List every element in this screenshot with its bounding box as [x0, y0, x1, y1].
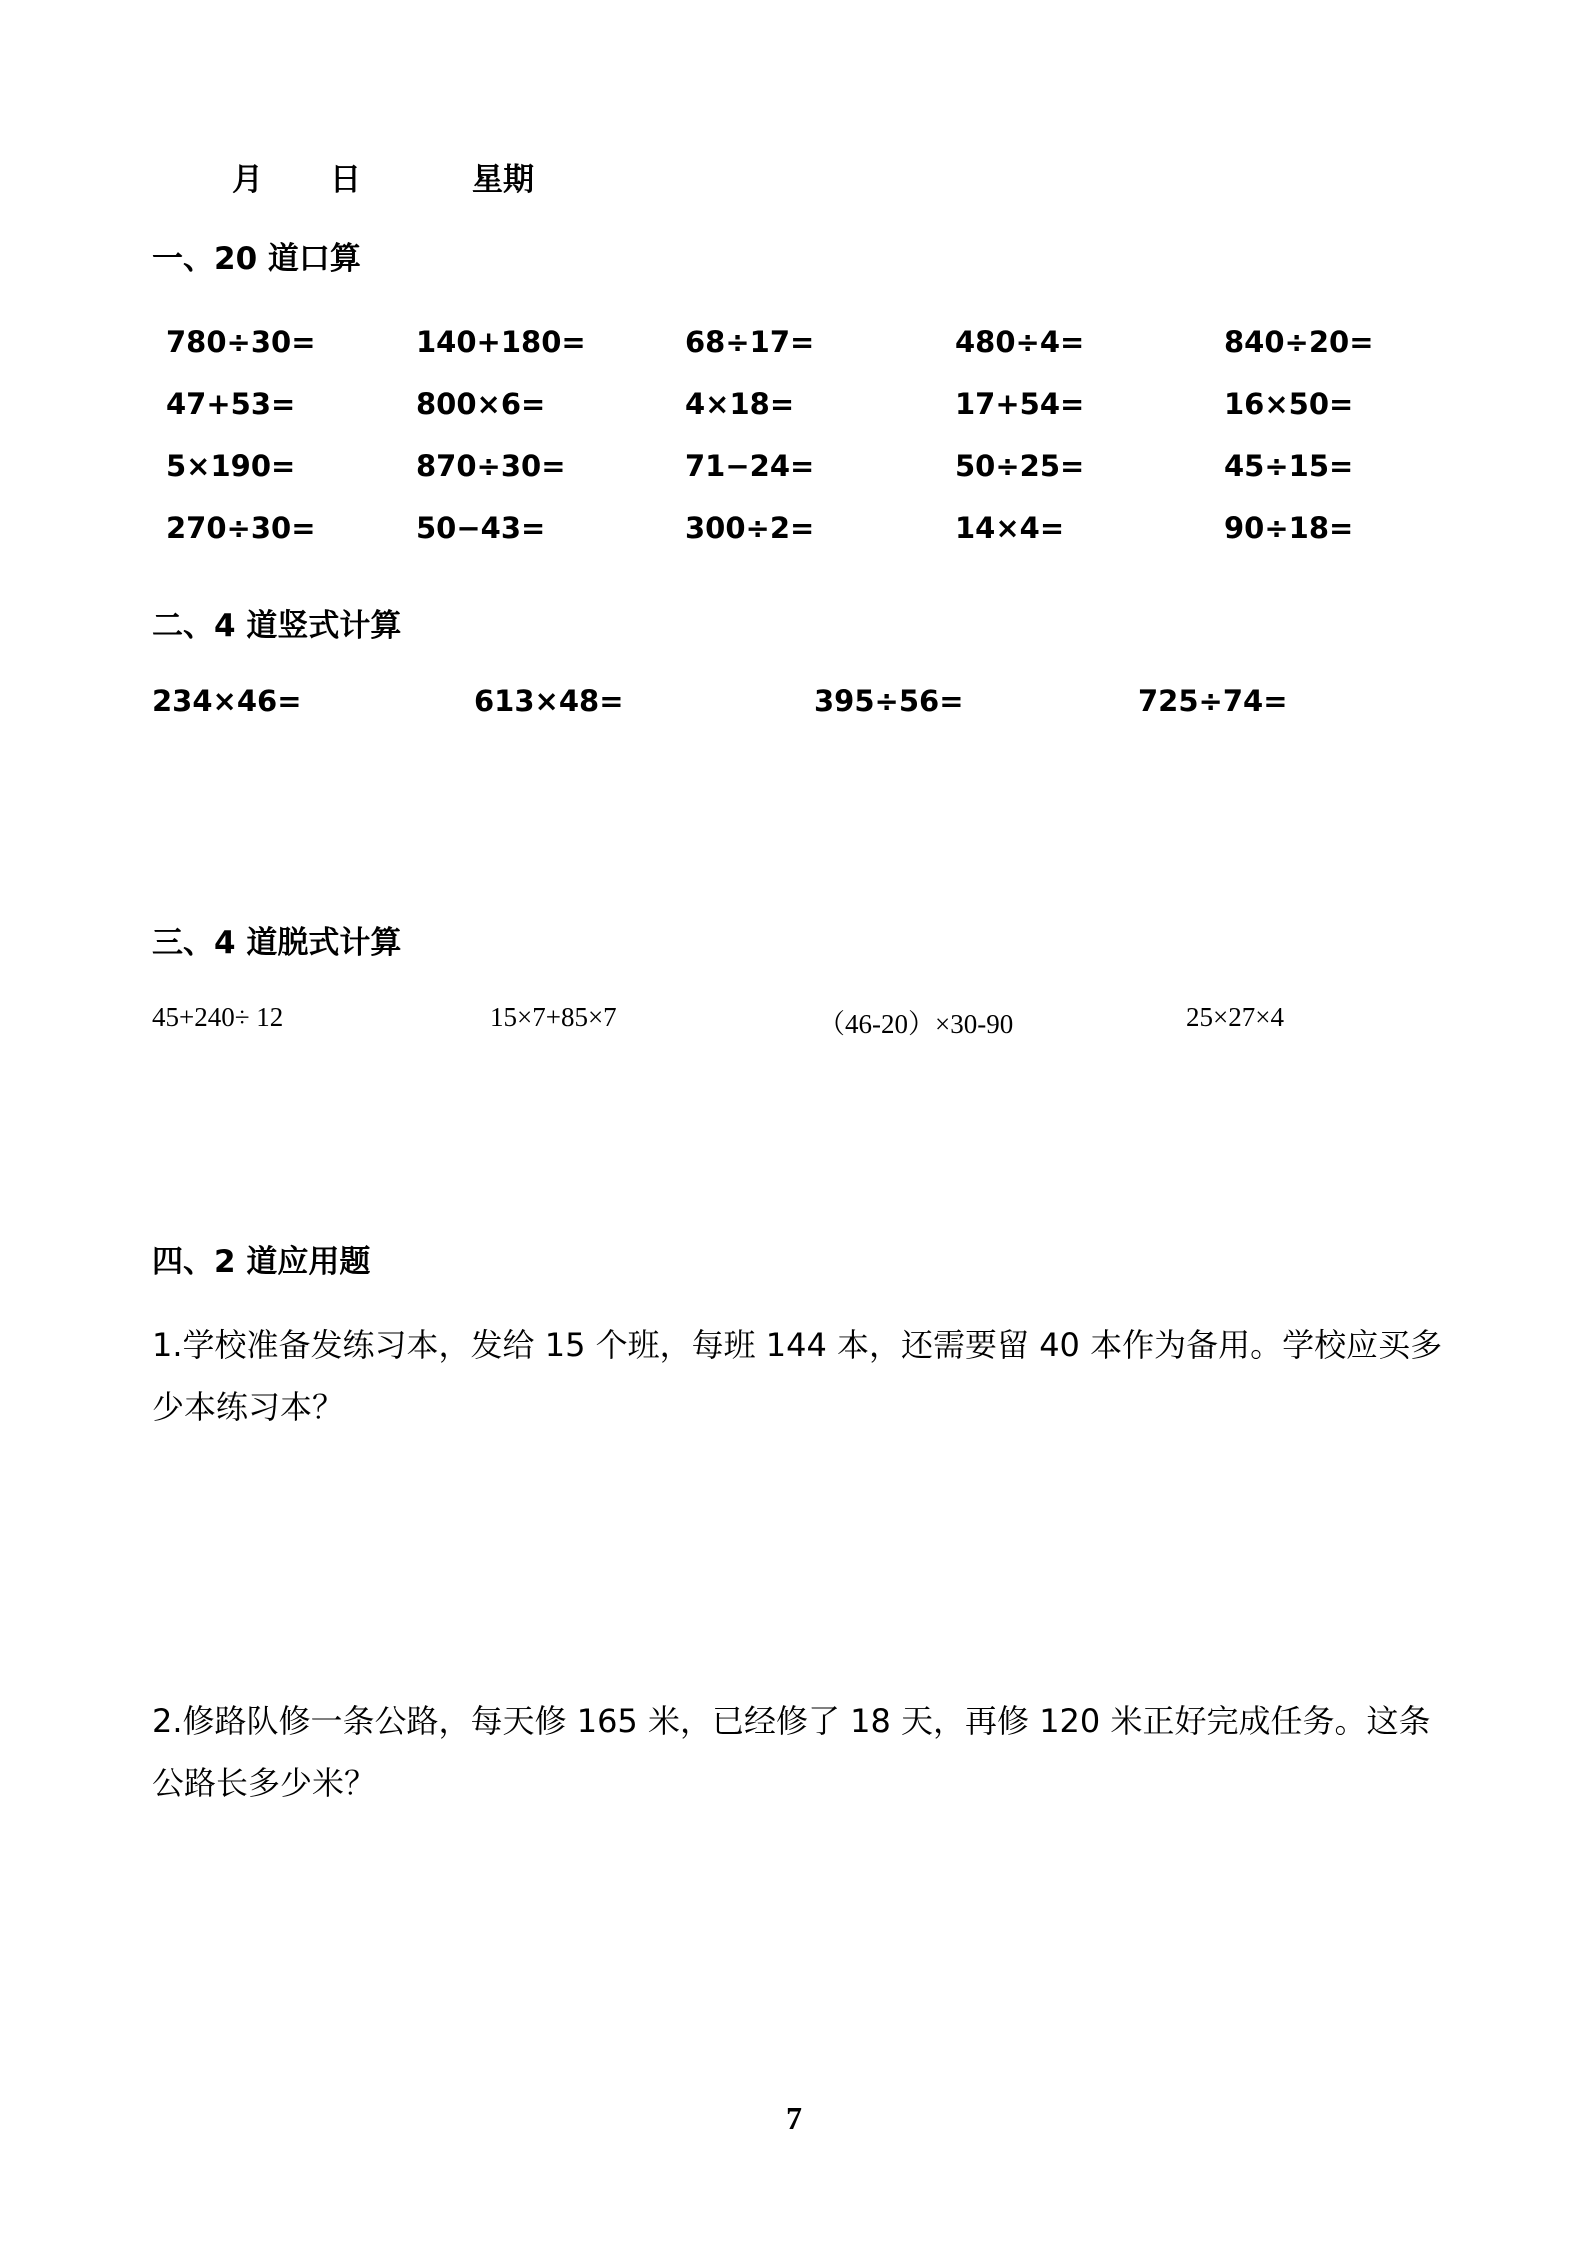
- mental-item: 68÷17=: [685, 325, 815, 359]
- stepwise-item: 25×27×4: [1186, 1002, 1284, 1032]
- mental-item: 480÷4=: [955, 325, 1085, 359]
- mental-item: 71−24=: [685, 449, 815, 483]
- section-word-title: 四、2 道应用题: [152, 1244, 371, 1280]
- header-month: 月: [232, 162, 263, 198]
- section-mental-title: 一、20 道口算: [152, 241, 361, 277]
- mental-item: 300÷2=: [685, 511, 815, 545]
- mental-item: 5×190=: [166, 449, 296, 483]
- vertical-item: 725÷74=: [1138, 684, 1288, 718]
- mental-item: 47+53=: [166, 387, 296, 421]
- mental-item: 50−43=: [416, 511, 546, 545]
- mental-item: 90÷18=: [1224, 511, 1354, 545]
- mental-item: 800×6=: [416, 387, 546, 421]
- vertical-item: 613×48=: [474, 684, 624, 718]
- mental-item: 16×50=: [1224, 387, 1354, 421]
- vertical-item: 234×46=: [152, 684, 302, 718]
- word-problem-1: 1.学校准备发练习本，发给 15 个班，每班 144 本，还需要留 40 本作为备用。学校应买多少本练习本？: [152, 1326, 1443, 1426]
- stepwise-item: （46-20）×30-90: [818, 1009, 1014, 1039]
- mental-item: 840÷20=: [1224, 325, 1374, 359]
- mental-item: 870÷30=: [416, 449, 566, 483]
- vertical-item: 395÷56=: [814, 684, 964, 718]
- mental-item: 780÷30=: [166, 325, 316, 359]
- section-vertical-title: 二、4 道竖式计算: [152, 608, 402, 644]
- mental-item: 14×4=: [955, 511, 1065, 545]
- mental-item: 270÷30=: [166, 511, 316, 545]
- mental-item: 45÷15=: [1224, 449, 1354, 483]
- header-weekday: 星期: [472, 162, 534, 198]
- page-number: 7: [786, 2100, 802, 2136]
- header-day: 日: [330, 162, 361, 198]
- word-problem-2: 2.修路队修一条公路，每天修 165 米，已经修了 18 天，再修 120 米正好完成任务。这条公路长多少米？: [152, 1702, 1431, 1802]
- stepwise-item: 45+240÷ 12: [152, 1002, 284, 1032]
- mental-item: 4×18=: [685, 387, 795, 421]
- mental-item: 140+180=: [416, 325, 586, 359]
- stepwise-item: 15×7+85×7: [490, 1002, 617, 1032]
- mental-item: 50÷25=: [955, 449, 1085, 483]
- section-stepwise-title: 三、4 道脱式计算: [152, 925, 402, 961]
- mental-item: 17+54=: [955, 387, 1085, 421]
